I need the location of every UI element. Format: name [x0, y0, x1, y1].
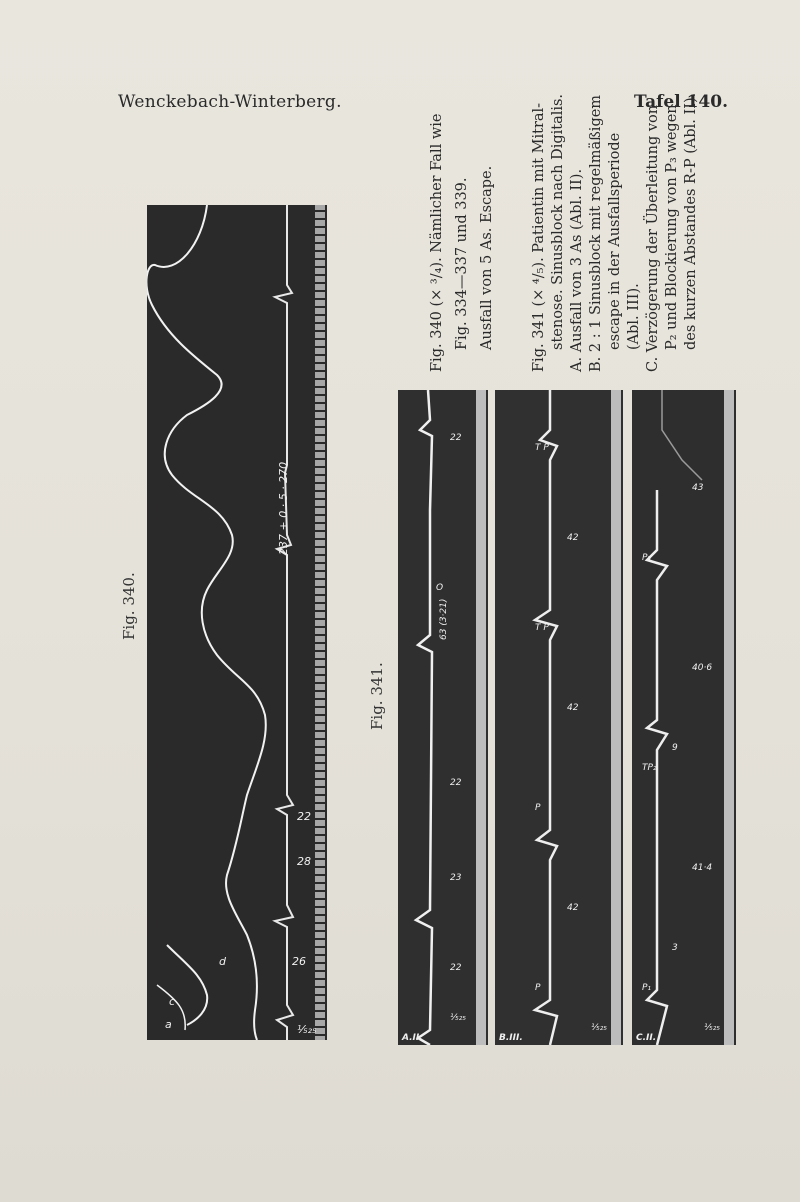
running-head-plate-number: Tafel 140. — [634, 92, 728, 112]
fig341-caption-line-1: Fig. 341 (× ⁴/₅). Patientin mit Mitral- — [531, 102, 547, 372]
fig340-tracing-svg — [147, 205, 327, 1040]
fig340-mark-a: a — [165, 1018, 172, 1031]
fig341-b-mark-5: T P — [535, 623, 549, 633]
fig341-caption — [530, 93, 701, 372]
fig341-strip-b — [495, 390, 623, 1045]
fig340-interval-22: 22 — [297, 810, 311, 823]
fig341-caption-line-2: stenose. Sinusblock nach Digitalis. — [550, 93, 566, 350]
fig341-label: Fig. 341. — [368, 662, 386, 730]
fig341-a-mark-4: 63 (3·21) — [439, 598, 449, 640]
fig340-note: 237 + 0 · 5 · 270 — [277, 461, 290, 555]
fig341-c-mark-6: 40·6 — [692, 663, 713, 673]
fig340-interval-26: 26 — [292, 955, 306, 968]
fig341-a-mark-6: 22 — [450, 433, 462, 443]
fig341-caption-line-8: P₂ und Blockierung von P₃ wegen — [664, 104, 680, 350]
fig341-strip-b-svg — [495, 390, 623, 1045]
fig341-b-mark-1: P — [535, 983, 541, 993]
fig340-timescale: ⅕₂₅ — [297, 1023, 317, 1036]
fig340-caption-line-3: Ausfall von 5 As. Escape. — [479, 165, 495, 350]
fig340-caption — [428, 114, 497, 372]
fig341-strip-c — [632, 390, 736, 1045]
fig341-caption-line-9: des kurzen Abstandes R-P (Abl. II). — [683, 92, 699, 350]
fig341-a-mark-2: 23 — [450, 873, 462, 883]
fig341-b-mark-2: 42 — [567, 903, 579, 913]
fig341-strip-a — [398, 390, 488, 1045]
fig341-caption-line-3: A. Ausfall von 3 As (Abl. II). — [569, 168, 585, 372]
fig341-c-mark-4: TP₂ — [642, 763, 657, 773]
running-head-authors: Wenckebach-Winterberg. — [118, 92, 342, 112]
fig341-c-mark-3: 41·4 — [692, 863, 713, 873]
fig341-a-mark-3: 22 — [450, 778, 462, 788]
fig341-strip-c-svg — [632, 390, 736, 1045]
fig341-a-timescale: ⅕₂₅ — [450, 1013, 466, 1023]
fig340-caption-line-1: Fig. 340 (× ³/₄). Nämlicher Fall wie — [429, 113, 445, 372]
fig341-c-mark-7: P₃ — [642, 553, 652, 563]
fig341-b-mark-6: 42 — [567, 533, 579, 543]
fig341-caption-line-4: B. 2 : 1 Sinusblock mit regelmäßigem — [588, 94, 604, 372]
fig341-strip-a-tag: A.II. — [402, 1033, 423, 1043]
fig341-strip-c-tag: C.II. — [636, 1033, 657, 1043]
fig341-b-mark-3: P — [535, 803, 541, 813]
fig340-ecg-strip — [147, 205, 327, 1040]
fig340-time-ticks — [315, 205, 325, 1040]
fig340-caption-line-2: Fig. 334—337 und 339. — [454, 177, 470, 350]
fig341-c-mark-1: P₁ — [642, 983, 652, 993]
fig341-caption-line-5: escape in der Ausfallsperiode — [607, 132, 623, 350]
fig341-caption-line-7: C. Verzögerung der Überleitung von — [645, 104, 661, 372]
fig341-c-mark-8: 43 — [692, 483, 704, 493]
fig340-mark-d: d — [219, 955, 226, 968]
fig341-a-mark-5: O — [436, 583, 444, 593]
fig341-strip-b-tag: B.III. — [499, 1033, 523, 1043]
fig341-b-mark-7: T P — [535, 443, 549, 453]
fig340-mark-c: c — [169, 995, 176, 1008]
fig341-caption-line-6: (Abl. III). — [626, 283, 642, 350]
fig341-c-timescale: ⅕₂₅ — [704, 1023, 720, 1033]
fig341-b-mark-4: 42 — [567, 703, 579, 713]
fig340-label: Fig. 340. — [120, 572, 138, 640]
fig340-interval-28: 28 — [297, 855, 311, 868]
fig341-a-mark-1: 22 — [450, 963, 462, 973]
fig341-strip-a-svg — [398, 390, 488, 1045]
fig341-c-mark-5: 9 — [672, 743, 678, 753]
fig341-b-timescale: ⅕₂₅ — [591, 1023, 607, 1033]
fig341-c-mark-2: 3 — [672, 943, 678, 953]
